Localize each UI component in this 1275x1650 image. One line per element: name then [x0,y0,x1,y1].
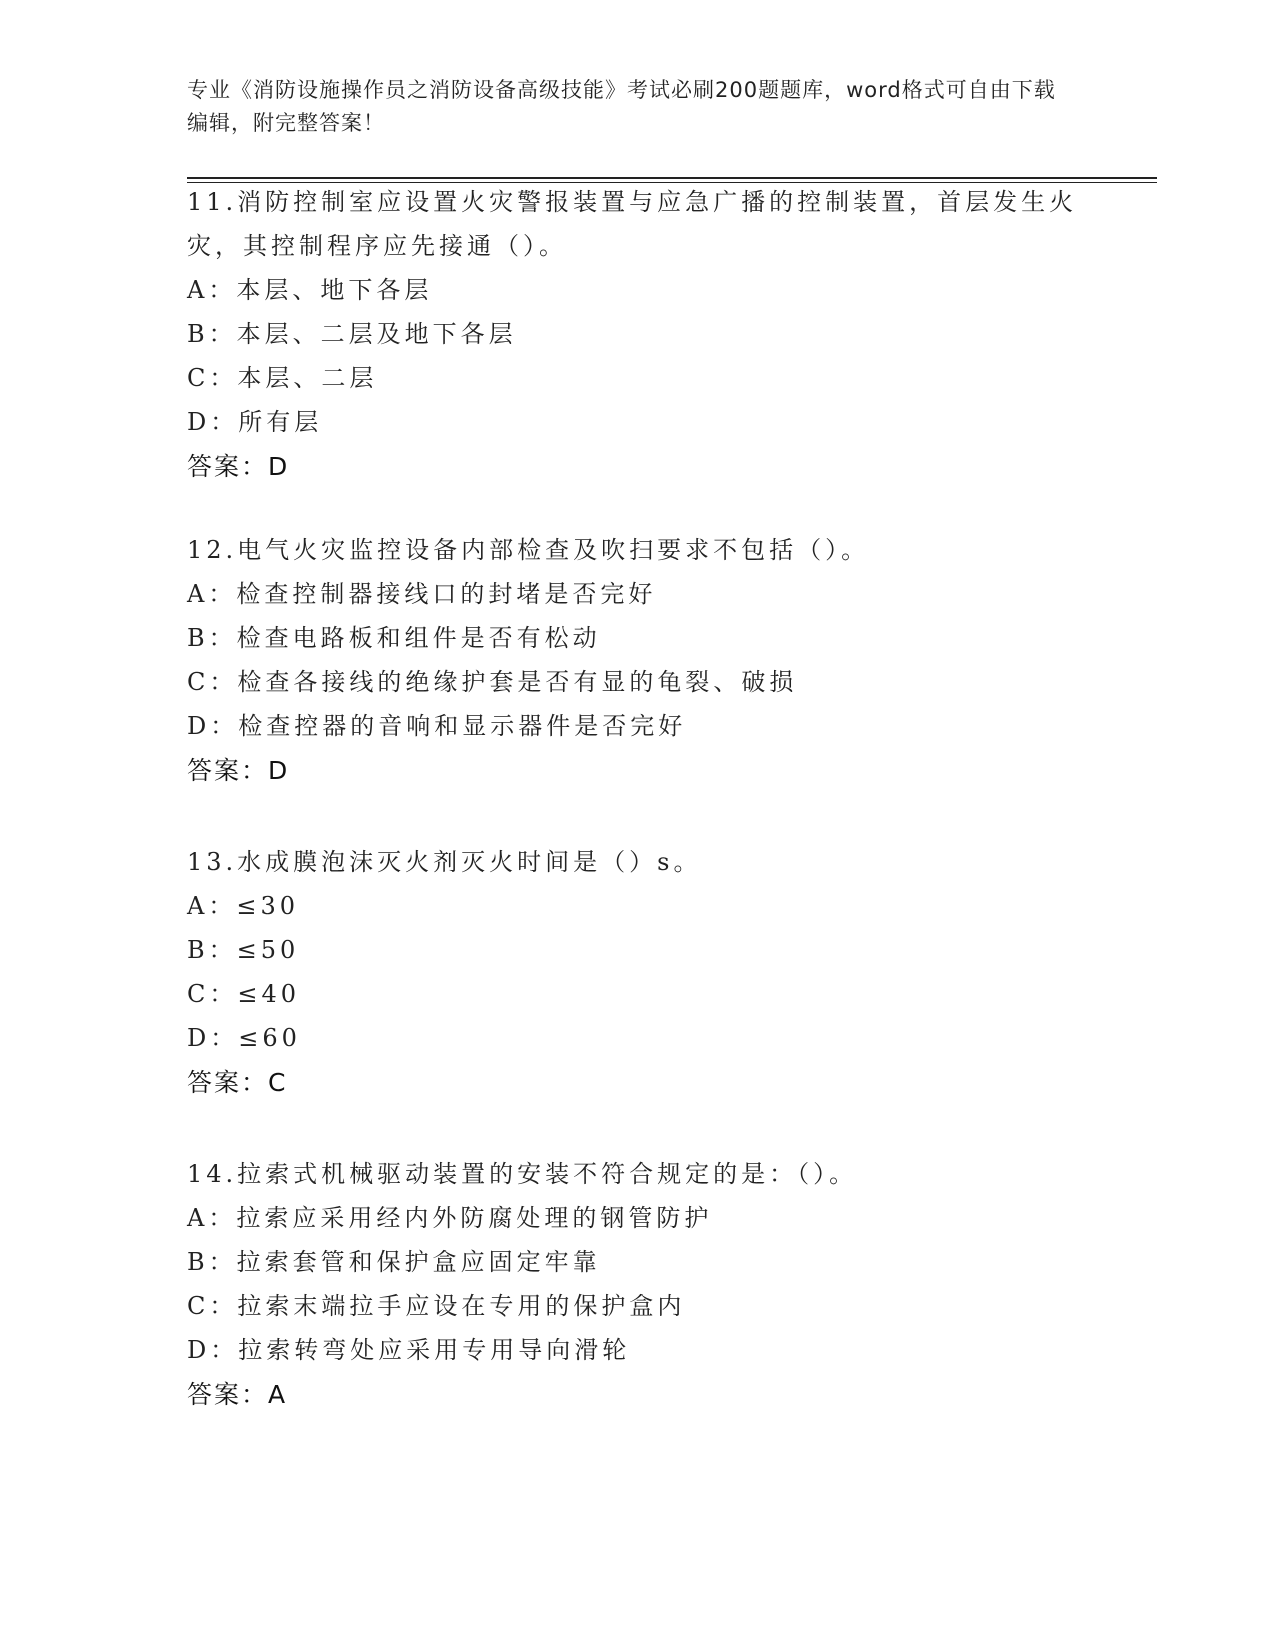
question-stem [187,528,1087,572]
question-11 [187,180,1087,490]
question-text: 电气火灾监控设备内部检查及吹扫要求不包括（）。 [237,536,870,564]
option-c [187,356,1087,400]
question-stem [187,180,1087,268]
option-text: 本层、二层及地下各层 [236,320,517,348]
answer-label: 答案： [187,1068,269,1097]
option-text: ≤60 [238,1024,301,1052]
option-text: 本层、二层 [237,364,378,392]
option-key: C： [187,364,238,392]
option-text: 拉索转弯处应采用专用导向滑轮 [238,1336,631,1364]
option-key: C： [187,668,238,696]
option-c [187,660,1087,704]
option-a [187,884,1087,928]
answer-line [187,444,1087,490]
answer-label: 答案： [187,1380,269,1409]
option-a [187,1196,1087,1240]
option-text: 检查电路板和组件是否有松动 [236,624,601,652]
question-number: 11. [187,188,238,216]
question-number: 13. [187,848,238,876]
option-key: B： [187,1248,237,1276]
option-text: 本层、地下各层 [236,276,433,304]
option-key: D： [187,1336,239,1364]
option-text: 检查控制器接线口的封堵是否完好 [236,580,657,608]
question-number: 12. [187,536,238,564]
option-a [187,572,1087,616]
option-text: 拉索套管和保护盒应固定牢靠 [236,1248,601,1276]
option-key: C： [187,1292,238,1320]
question-12 [187,528,1087,794]
option-text: 检查控器的音响和显示器件是否完好 [238,712,687,740]
answer-line [187,748,1087,794]
option-b [187,616,1087,660]
answer-value: D [268,756,288,785]
question-text: 拉索式机械驱动装置的安装不符合规定的是：（）。 [237,1160,858,1188]
option-key: B： [187,936,237,964]
option-key: B： [187,320,237,348]
document-header: 专业《消防设施操作员之消防设备高级技能》考试必刷200题题库，word格式可自由下载编辑，附完整答案！ [187,78,1056,135]
option-c [187,1284,1087,1328]
option-d [187,1016,1087,1060]
option-text: 检查各接线的绝缘护套是否有显的龟裂、破损 [237,668,798,696]
option-key: A： [187,892,237,920]
option-b [187,928,1087,972]
question-stem [187,1152,1087,1196]
option-text: ≤30 [236,892,299,920]
option-d [187,400,1087,444]
option-text: 拉索末端拉手应设在专用的保护盒内 [237,1292,686,1320]
option-key: D： [187,408,239,436]
option-key: B： [187,624,237,652]
answer-value: C [268,1068,286,1097]
option-text: ≤40 [237,980,301,1008]
option-key: A： [187,580,237,608]
option-text: 所有层 [238,408,323,436]
option-c [187,972,1087,1016]
option-key: C： [187,980,238,1008]
header-divider-thick [187,177,1157,179]
answer-label: 答案： [187,452,269,481]
question-text: 消防控制室应设置火灾警报装置与应急广播的控制装置，首层发生火灾，其控制程序应先接通（）。 [187,188,1078,260]
answer-label: 答案： [187,756,269,785]
option-d [187,704,1087,748]
question-13 [187,840,1087,1106]
question-text: 水成膜泡沫灭火剂灭火时间是（）s。 [237,848,702,876]
option-text: ≤50 [236,936,300,964]
question-14 [187,1152,1087,1418]
option-key: D： [187,1024,239,1052]
answer-line [187,1060,1087,1106]
option-b [187,312,1087,356]
option-key: A： [187,1204,237,1232]
answer-line [187,1372,1087,1418]
option-key: A： [187,276,237,304]
option-b [187,1240,1087,1284]
answer-value: A [268,1380,286,1409]
option-a [187,268,1087,312]
answer-value: D [268,452,288,481]
question-number: 14. [187,1160,238,1188]
option-text: 拉索应采用经内外防腐处理的钢管防护 [236,1204,713,1232]
option-d [187,1328,1087,1372]
question-stem [187,840,1087,884]
option-key: D： [187,712,239,740]
